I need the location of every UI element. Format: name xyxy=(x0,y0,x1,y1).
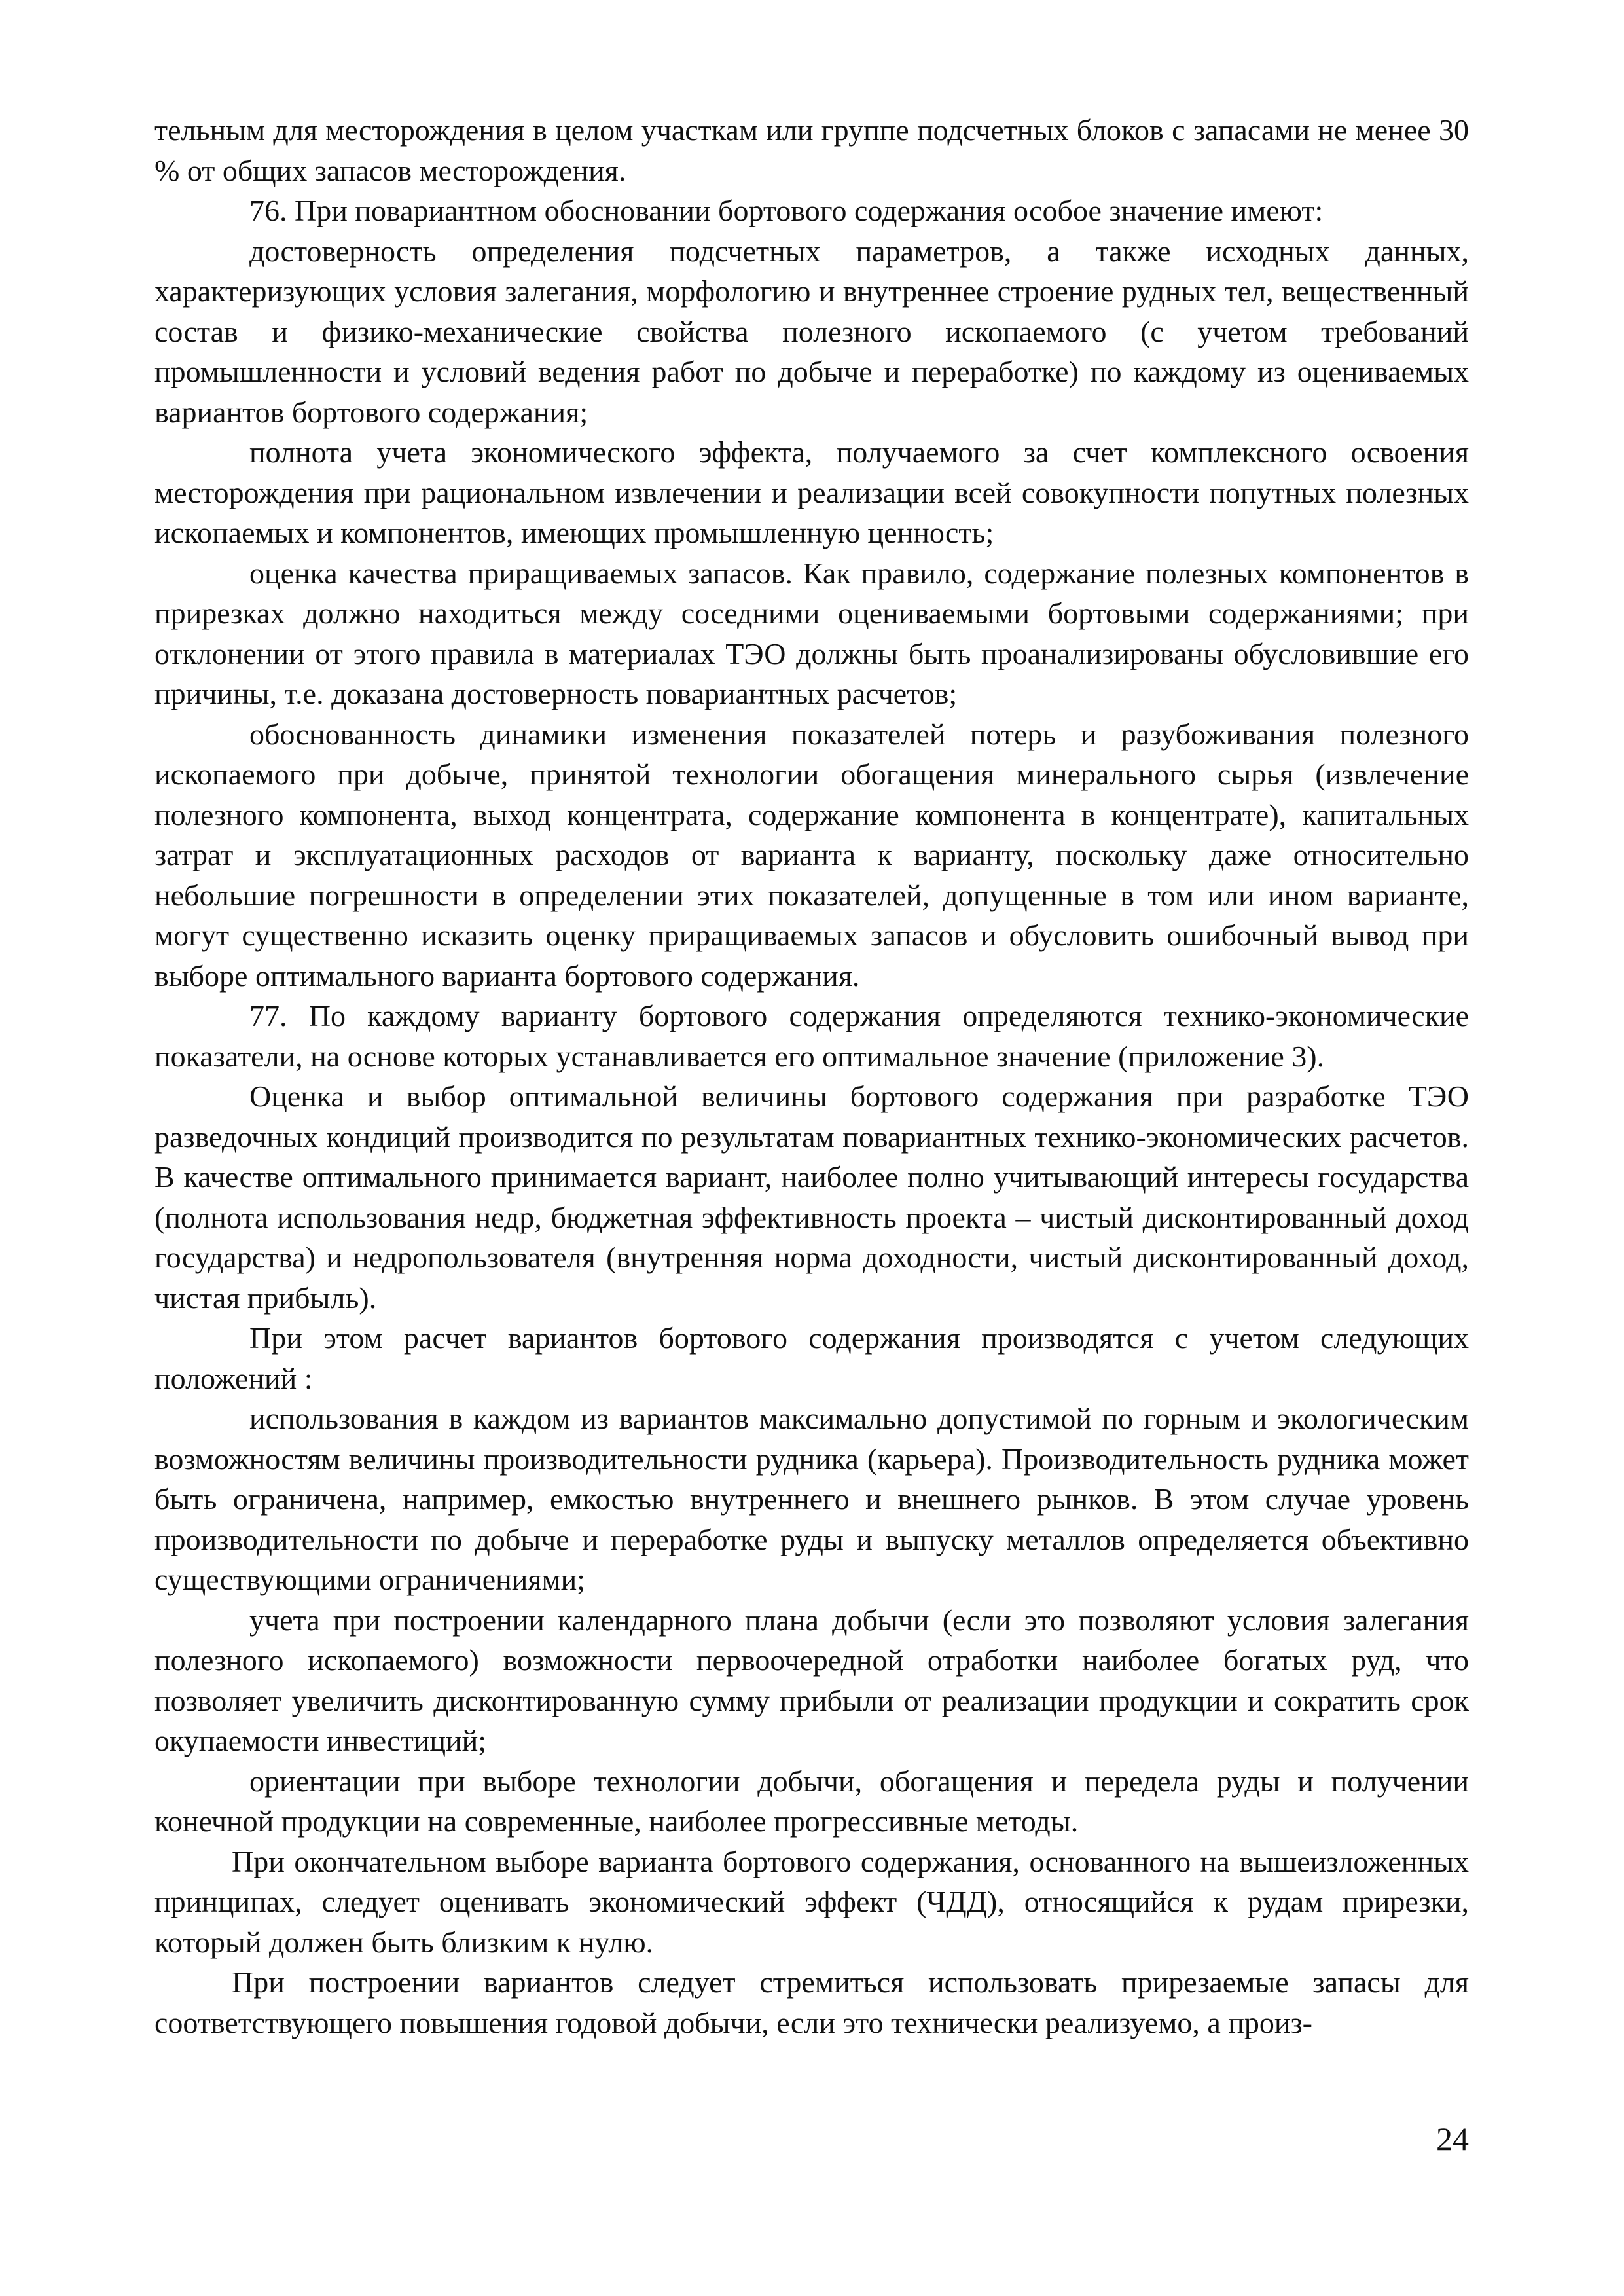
paragraph-reliability: достоверность определения подсчетных параметров, а также исходных данных, характеризующих условия залегания, морфологию и внутреннее строение рудных тел, вещественный состав и физико-механические свойства полезного ископаемого (с учетом требований промышленности и условий ведения работ по добыче и переработке) по каждому из оцениваемых вариантов бортового содержания; xyxy=(154,234,1469,429)
paragraph-economic-effect: полнота учета экономического эффекта, получаемого за счет комплексного освоения месторождения при рациональном извлечении и реализации всей совокупности попутных полезных ископаемых и компонентов, имеющих промышленную ценность; xyxy=(154,435,1469,549)
paragraph-dynamics: обоснованность динамики изменения показателей потерь и разубоживания полезного ископаемого при добыче, принятой технологии обогащения минерального сырья (извлечение полезного компонента, выход концентрата, содержание компонента в концентрате), капитальных затрат и эксплуатационных расходов от варианта к варианту, поскольку даже относительно небольшие погрешности в определении этих показателей, допущенные в том или ином варианте, могут существенно исказить оценку приращиваемых запасов и обусловить ошибочный вывод при выборе оптимального варианта бортового содержания. xyxy=(154,717,1469,993)
paragraph-continuation: тельным для месторождения в целом участкам или группе подсчетных блоков с запасами не менее 30 % от общих запасов месторождения. xyxy=(154,113,1469,187)
paragraph-quality-assessment: оценка качества приращиваемых запасов. Как правило, содержание полезных компонентов в прирезках должно находиться между соседними оцениваемыми бортовыми содержаниями; при отклонении от этого правила в материалах ТЭО должны быть проанализированы обусловившие его причины, т.е. доказана достоверность повариантных расчетов; xyxy=(154,556,1469,710)
paragraph-item-77: 77. По каждому варианту бортового содержания определяются технико-экономические показатели, на основе которых устанавливается его оптимальное значение (приложение 3). xyxy=(154,999,1469,1073)
paragraph-optimal-choice: Оценка и выбор оптимальной величины бортового содержания при разработке ТЭО разведочных кондиций производится по результатам повариантных технико-экономических расчетов. В качестве оптимального принимается вариант, наиболее полно учитывающий интересы государства (полнота использования недр, бюджетная эффективность проекта – чистый дисконтированный доход государства) и недропользователя (внутренняя норма доходности, чистый дисконтированный доход, чистая прибыль). xyxy=(154,1080,1469,1315)
paragraph-final-choice: При окончательном выборе варианта бортового содержания, основанного на вышеизложенных принципах, следует оценивать экономический эффект (ЧДД), относящийся к рудам прирезки, который должен быть близким к нулю. xyxy=(154,1844,1469,1959)
paragraph-variant-construction: При построении вариантов следует стремиться использовать прирезаемые запасы для соответствующего повышения годовой добычи, если это технически реализуемо, а произ- xyxy=(154,1965,1469,2039)
paragraph-technology: ориентации при выборе технологии добычи, обогащения и передела руды и получении конечной продукции на современные, наиболее прогрессивные методы. xyxy=(154,1764,1469,1838)
paragraph-productivity: использования в каждом из вариантов максимально допустимой по горным и экологическим возможностям величины производительности рудника (карьера). Производительность рудника может быть ограничена, например, емкостью внутреннего и внешнего рынков. В этом случае уровень производительности по добыче и переработке руды и выпуску металлов определяется объективно существующими ограничениями; xyxy=(154,1402,1469,1596)
paragraph-calculation-conditions: При этом расчет вариантов бортового содержания производятся с учетом следующих положений : xyxy=(154,1321,1469,1395)
document-body xyxy=(154,110,1469,2043)
paragraph-calendar-plan: учета при построении календарного плана добычи (если это позволяют условия залегания полезного ископаемого) возможности первоочередной отработки наиболее богатых руд, что позволяет увеличить дисконтированную сумму прибыли от реализации продукции и сократить срок окупаемости инвестиций; xyxy=(154,1603,1469,1757)
page-number: 24 xyxy=(1436,2121,1469,2157)
paragraph-item-76: 76. При повариантном обосновании бортового содержания особое значение имеют: xyxy=(249,194,1324,227)
